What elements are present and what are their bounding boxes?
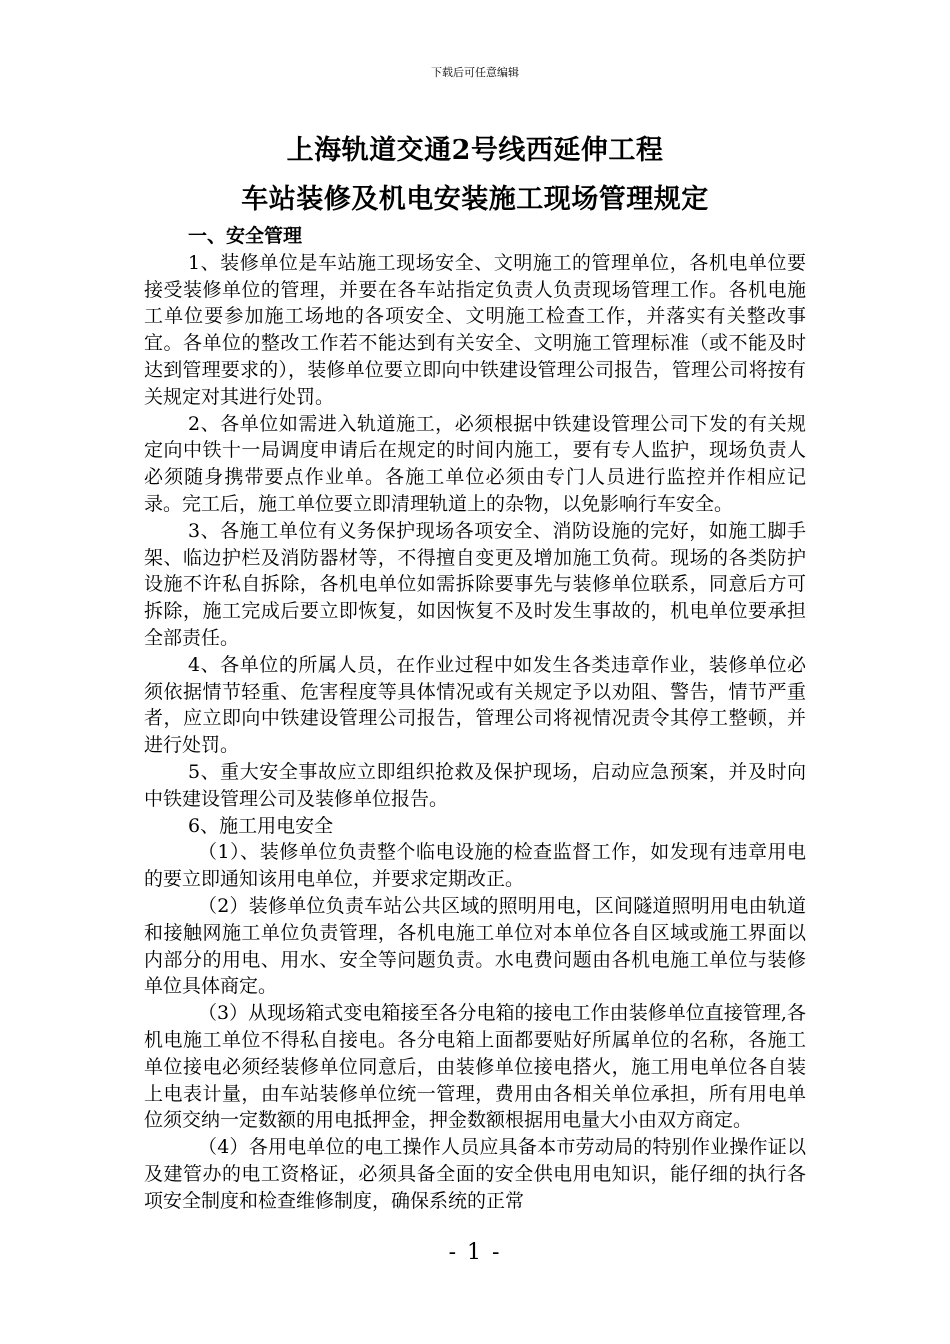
sub-paragraph-1: （1）、装修单位负责整个临电设施的检查监督工作，如发现有违章用电的要立即通知该用电单位，并要求定期改正。 — [144, 841, 806, 891]
header-note: 下载后可任意编辑 — [431, 66, 519, 79]
sub-paragraph-4: （4）各用电单位的电工操作人员应具备本市劳动局的特别作业操作证以及建管办的电工资格证，必须具备全面的安全供电用电知识，能仔细的执行各项安全制度和检查维修制度，确保系统的正常 — [144, 1136, 806, 1212]
document-title-line2: 车站装修及机电安装施工现场管理规定 — [241, 184, 709, 215]
sub-paragraph-2: （2）装修单位负责车站公共区域的照明用电，区间隧道照明用电由轨道和接触网施工单位负责管理，各机电施工单位对本单位各自区域或施工界面以内部分的用电、用水、安全等问题负责。水电费问题由各机电施工单位与装修单位具体商定。 — [144, 894, 806, 998]
paragraph-3: 3、各施工单位有义务保护现场各项安全、消防设施的完好，如施工脚手架、临边护栏及消防器材等，不得擅自变更及增加施工负荷。现场的各类防护设施不许私自拆除，各机电单位如需拆除要事先与装修单位联系，同意后方可拆除，施工完成后要立即恢复，如因恢复不及时发生事故的，机电单位要承担全部责任。 — [144, 519, 806, 649]
sub-paragraph-3: （3）从现场箱式变电箱接至各分电箱的接电工作由装修单位直接管理,各机电施工单位不得私自接电。各分电箱上面都要贴好所属单位的名称，各施工单位接电必须经装修单位同意后，由装修单位接电搭火，施工用电单位各自装上电表计量，由车站装修单位统一管理，费用由各相关单位承担，所有用电单位须交纳一定数额的用电抵押金，押金数额根据用电量大小由双方商定。 — [144, 1002, 806, 1132]
paragraph-5: 5、重大安全事故应立即组织抢救及保护现场，启动应急预案，并及时向中铁建设管理公司及装修单位报告。 — [144, 760, 806, 810]
paragraph-6: 6、施工用电安全 — [188, 814, 334, 837]
document-body — [144, 223, 806, 1214]
paragraph-4: 4、各单位的所属人员，在作业过程中如发生各类违章作业，装修单位必须依据情节轻重、危害程度等具体情况或有关规定予以劝阻、警告，情节严重者，应立即向中铁建设管理公司报告，管理公司将视情况责令其停工整顿，并进行处罚。 — [144, 653, 806, 757]
page-number: - 1 - — [448, 1240, 502, 1265]
document-title-line1: 上海轨道交通2号线西延伸工程 — [286, 135, 664, 166]
section-heading: 一、安全管理 — [188, 225, 303, 247]
paragraph-1: 1、装修单位是车站施工现场安全、文明施工的管理单位，各机电单位要接受装修单位的管理，并要在各车站指定负责人负责现场管理工作。各机电施工单位要参加施工场地的各项安全、文明施工检查工作，并落实有关整改事宜。各单位的整改工作若不能达到有关安全、文明施工管理标准（或不能及时达到管理要求的），装修单位要立即向中铁建设管理公司报告，管理公司将按有关规定对其进行处罚。 — [144, 251, 806, 408]
paragraph-2: 2、各单位如需进入轨道施工，必须根据中铁建设管理公司下发的有关规定向中铁十一局调度申请后在规定的时间内施工，要有专人监护，现场负责人必须随身携带要点作业单。各施工单位必须由专门人员进行监控并作相应记录。完工后，施工单位要立即清理轨道上的杂物，以免影响行车安全。 — [144, 412, 806, 515]
